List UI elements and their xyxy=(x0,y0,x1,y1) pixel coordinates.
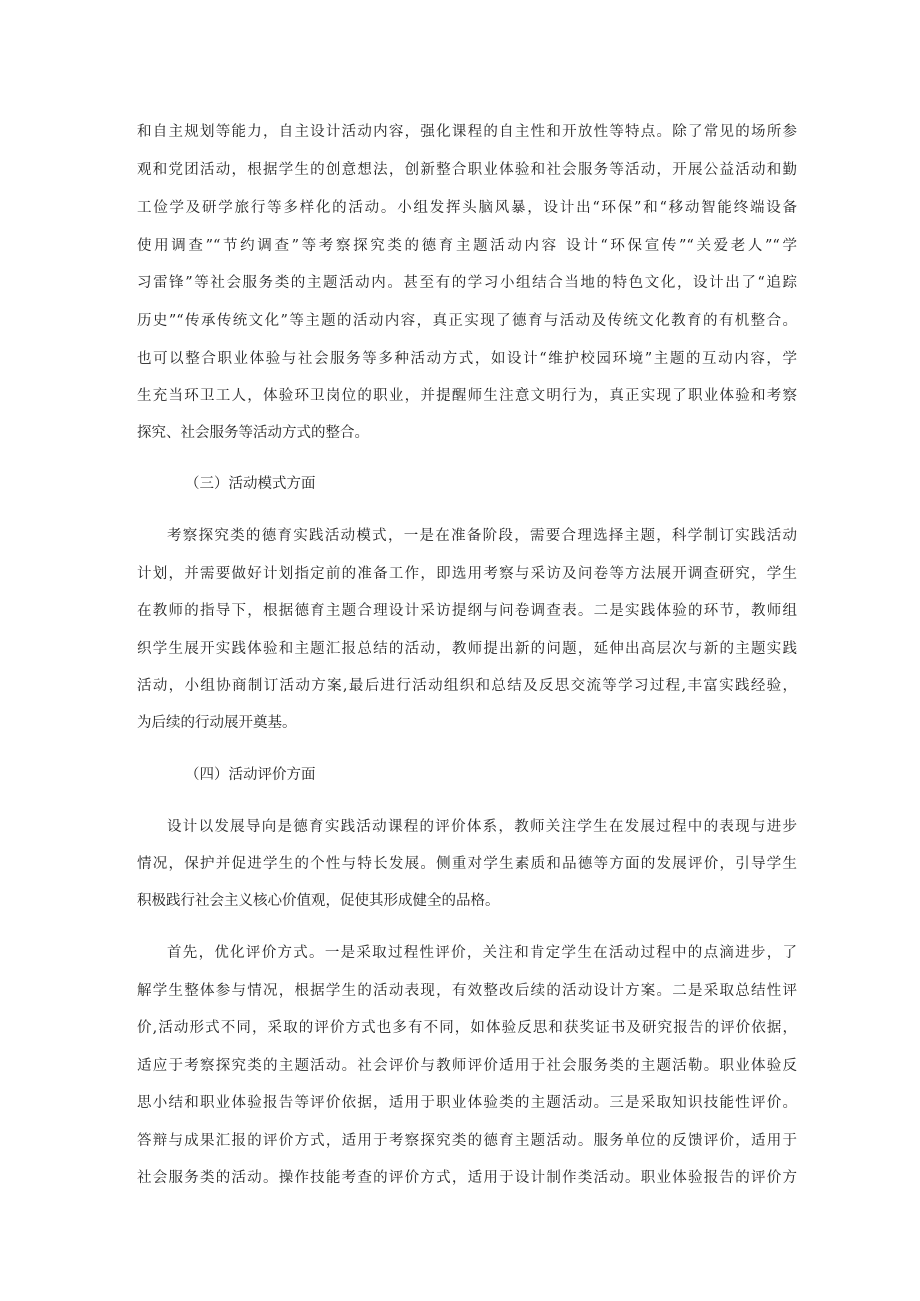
paragraph-line: 社会服务类的活动。操作技能考查的评价方式，适用于设计制作类活动。职业体验报告的评价方 xyxy=(137,1170,797,1186)
paragraph-line: 和自主规划等能力，自主设计活动内容，强化课程的自主性和开放性等特点。除了常见的场所参 xyxy=(137,124,797,140)
paragraph-line: 观和党团活动，根据学生的创意想法，创新整合职业体验和社会服务等活动，开展公益活动和勤 xyxy=(137,162,797,178)
paragraph-line: 在教师的指导下，根据德育主题合理设计采访提纲与问卷调查表。二是实践体验的环节，教师组 xyxy=(137,603,797,619)
paragraph-line: 思小结和职业体验报告等评价依据，适用于职业体验类的主题活动。三是采取知识技能性评价。 xyxy=(137,1095,797,1111)
paragraph-line: 考察探究类的德育实践活动模式，一是在准备阶段，需要合理选择主题，科学制订实践活动 xyxy=(167,528,797,544)
paragraph-line: 适应于考察探究类的主题活动。社会评价与教师评价适用于社会服务类的主题活勒。职业体验反 xyxy=(137,1058,797,1074)
paragraph-line: 历史”“传承传统文化”等主题的活动内容，真正实现了德育与活动及传统文化教育的有机整合。 xyxy=(137,313,797,329)
paragraph-line: 使用调查”“节约调查”等考察探究类的德育主题活动内容 设计“环保宣传”“关爱老人”“学 xyxy=(137,238,797,254)
paragraph-line: 活动，小组协商制订活动方案,最后进行活动组织和总结及反思交流等学习过程,丰富实践经验， xyxy=(137,678,797,694)
paragraph-line: 积极践行社会主义核心价值观，促使其形成健全的品格。 xyxy=(137,893,500,909)
paragraph-line: 答辩与成果汇报的评价方式，适用于考察探究类的德育主题活动。服务单位的反馈评价，适用于 xyxy=(137,1133,797,1149)
paragraph-line: 生充当环卫工人，体验环卫岗位的职业，并提醒师生注意文明行为，真正实现了职业体验和考察 xyxy=(137,388,797,404)
section-heading-3: （三）活动模式方面 xyxy=(185,476,316,492)
paragraph-line: 情况，保护并促进学生的个性与特长发展。侧重对学生素质和品德等方面的发展评价，引导学生 xyxy=(137,856,797,872)
paragraph-line: 首先，优化评价方式。一是采取过程性评价，关注和肯定学生在活动过程中的点滴进步，了 xyxy=(167,945,797,961)
paragraph-line: 工俭学及研学旅行等多样化的活动。小组发挥头脑风暴，设计出“环保”和“移动智能终端设备 xyxy=(137,200,797,216)
section-heading-4: （四）活动评价方面 xyxy=(185,767,316,783)
paragraph-line: 解学生整体参与情况，根据学生的活动表现，有效整改后续的活动设计方案。二是采取总结性评 xyxy=(137,983,797,999)
paragraph-line: 价,活动形式不同，采取的评价方式也多有不同，如体验反思和获奖证书及研究报告的评价依据， xyxy=(137,1020,797,1036)
paragraph-line: 为后续的行动展开奠基。 xyxy=(137,715,297,731)
paragraph-line: 习雷锋”等社会服务类的主题活动内。甚至有的学习小组结合当地的特色文化，设计出了“追踪 xyxy=(137,275,797,291)
paragraph-line: 探究、社会服务等活动方式的整合。 xyxy=(137,425,369,441)
paragraph-line: 也可以整合职业体验与社会服务等多种活动方式，如设计“维护校园环境”主题的互动内容，学 xyxy=(137,351,797,367)
paragraph-line: 设计以发展导向是德育实践活动课程的评价体系，教师关注学生在发展过程中的表现与进步 xyxy=(167,819,797,835)
paragraph-line: 计划，并需要做好计划指定前的准备工作，即选用考察与采访及问卷等方法展开调查研究，学生 xyxy=(137,566,797,582)
paragraph-line: 织学生展开实践体验和主题汇报总结的活动，教师提出新的问题，延伸出高层次与新的主题实践 xyxy=(137,641,797,657)
